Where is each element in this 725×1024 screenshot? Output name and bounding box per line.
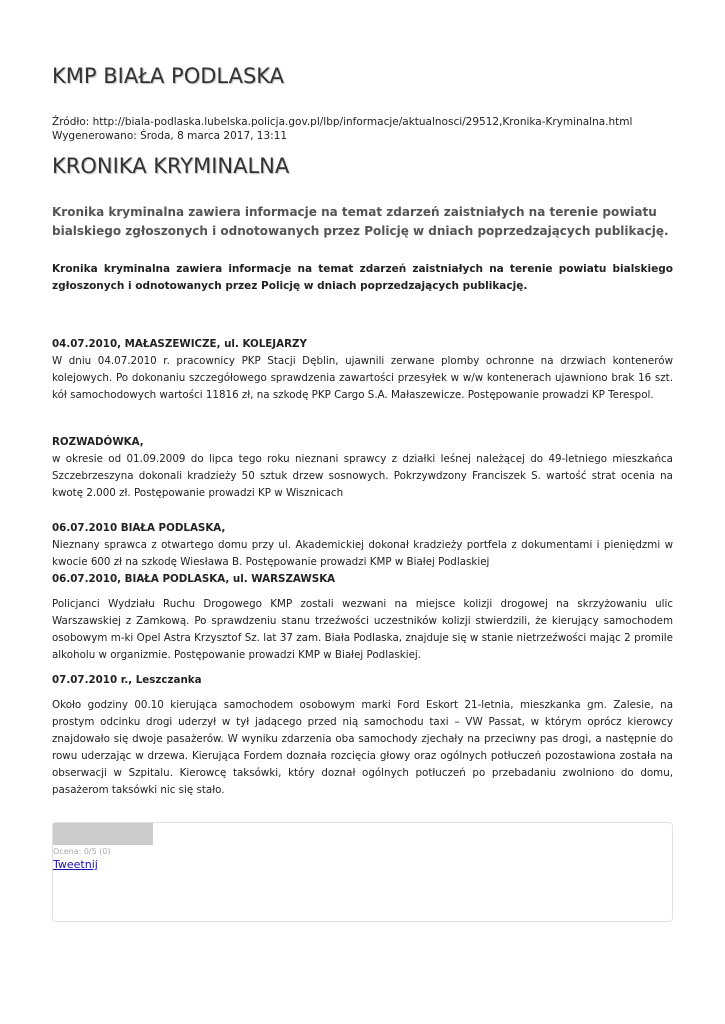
meta-info [52, 115, 632, 143]
rating-stars-bar[interactable] [53, 823, 153, 845]
article-lead: Kronika kryminalna zawiera informacje na temat zdarzeń zaistniałych na terenie powiatu bialskiego zgłoszonych i odnotowanych przez Policję w dniach poprzedzających publikację. [52, 205, 669, 238]
entry-text: Policjanci Wydziału Ruchu Drogowego KMP zostali wezwani na miejsce kolizji drogowej na skrzyżowaniu ulic Warszawskiej z Zamkową. Po sprawdzeniu stanu trzeźwości uczestników kolizji stwierdzili, że kierujący samochodem osobowym m-ki Opel Astra Krzysztof Sz. lat 37 zam. Biała Podlaska, znajduje się w stanie nietrzeźwości mając 2 promile alkoholu w organizmie. Postępowanie prowadzi KMP w Białej Podlaskiej. [52, 598, 673, 661]
article-title: KRONIKA KRYMINALNA [52, 154, 290, 178]
entry-heading: 06.07.2010 BIAŁA PODLASKA, [52, 522, 226, 534]
rating-score: Ocena: 0/5 (0) [53, 847, 111, 856]
entry-heading: ROZWADÓWKA, [52, 436, 144, 448]
entry-text: Nieznany sprawca z otwartego domu przy ul. Akademickiej dokonał kradzieży portfela z dokumentami i pieniędzmi w kwocie 600 zł na szkodę Wiesława B. Postępowanie prowadzi KMP w Białej Podlaskiej [52, 539, 673, 568]
entry-text: Około godziny 00.10 kierująca samochodem osobowym marki Ford Eskort 21-letnia, mieszkanka gm. Zalesie, na prostym odcinku drogi uderzył w tył jadącego przed nią samochodu taxi – VW Passat, w którym oprócz kierowcy znajdowało się dwoje pasażerów. W wyniku zdarzenia oba samochody zjechały na przeciwny pas drogi, a następnie do rowu uderzając w drzewa. Kierująca Fordem doznała rozcięcia głowy oraz ogólnych potłuczeń pozostawiona została na obserwacji w Szpitalu. Kierowcę taksówki, który doznał ogólnych potłuczeń po przebadaniu zwolniono do domu, pasażerom taksówki nic się stało. [52, 699, 673, 796]
source-line: Źródło: http://biala-podlaska.lubelska.policja.gov.pl/lbp/informacje/aktualnosci/29512,Kronika-Kryminalna.html [52, 116, 633, 128]
article-lead-repeat: Kronika kryminalna zawiera informacje na temat zdarzeń zaistniałych na terenie powiatu bialskiego zgłoszonych i odnotowanych przez Policję w dniach poprzedzających publikację. [52, 263, 673, 292]
entry-heading: 04.07.2010, MAŁASZEWICZE, ul. KOLEJARZY [52, 338, 307, 350]
site-title: KMP BIAŁA PODLASKA [52, 64, 285, 88]
entry-text: w okresie od 01.09.2009 do lipca tego roku nieznani sprawcy z działki leśnej należącej do 49-letniego mieszkańca Szczebrzeszyna dokonali kradzieży 50 sztuk drzew sosnowych. Pokrzywdzony Franciszek S. wartość strat ocenia na kwotę 2.000 zł. Postępowanie prowadzi KP w Wisznicach [52, 453, 673, 499]
entry-heading: 07.07.2010 r., Leszczanka [52, 674, 202, 686]
rating-box [52, 822, 673, 922]
article-body [52, 336, 673, 799]
generated-line: Wygenerowano: Środa, 8 marca 2017, 13:11 [52, 130, 288, 142]
tweet-link[interactable]: Tweetnij [53, 858, 98, 871]
entry-heading: 06.07.2010, BIAŁA PODLASKA, ul. WARSZAWSKA [52, 573, 336, 585]
entry-text: W dniu 04.07.2010 r. pracownicy PKP Stacji Dęblin, ujawnili zerwane plomby ochronne na drzwiach kontenerów kolejowych. Po dokonaniu szczegółowego sprawdzenia zawartości przesyłek w w/w kontenerach ujawniono brak 16 szt. kół samochodowych wartości 11816 zł, na szkodę PKP Cargo S.A. Małaszewicze. Postępowanie prowadzi KP Terespol. [52, 355, 673, 401]
